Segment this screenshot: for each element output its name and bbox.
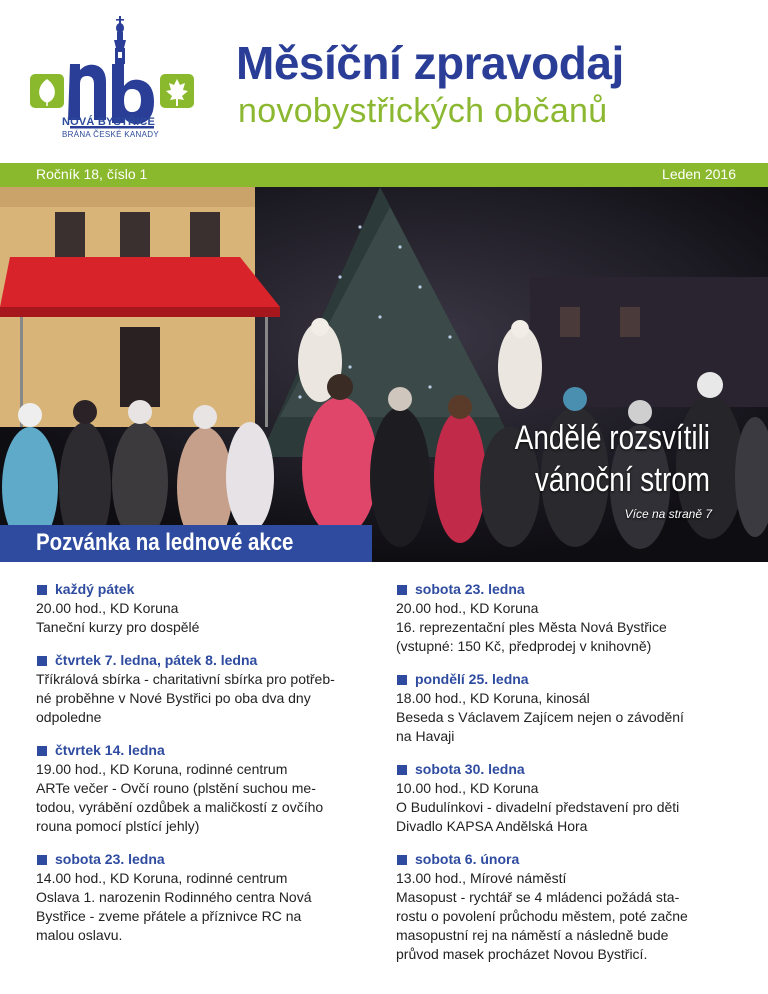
bullet-square-icon [37, 855, 47, 865]
event-line: 19.00 hod., KD Koruna, rodinné centrum [36, 761, 288, 777]
event-line: rostu o povolení průchodu městem, poté začne [396, 908, 688, 924]
church-tower-icon [114, 16, 126, 64]
event-line: rouna pomocí plstící jehly) [36, 818, 200, 834]
bullet-square-icon [397, 855, 407, 865]
event-line: 20.00 hod., KD Koruna [396, 600, 539, 616]
event-line: Taneční kurzy pro dospělé [36, 619, 200, 635]
event-line: 14.00 hod., KD Koruna, rodinné centrum [36, 870, 288, 886]
cover-headline-line1: Andělé rozsvítili [514, 419, 710, 457]
event-date: sobota 23. ledna [415, 581, 525, 597]
event-line: odpoledne [36, 709, 102, 725]
event-item [36, 850, 384, 945]
bullet-square-icon [397, 675, 407, 685]
event-item [396, 760, 744, 836]
events-column-left [36, 580, 384, 959]
bullet-square-icon [37, 585, 47, 595]
event-date: každý pátek [55, 581, 135, 597]
newsletter-title: Měsíční zpravodaj [236, 37, 624, 89]
event-item [396, 670, 744, 746]
event-line: Oslava 1. narozenin Rodinného centra Nová [36, 889, 312, 905]
event-line: Bystřice - zveme přátele a příznivce RC na [36, 908, 302, 924]
event-item [36, 741, 384, 836]
bullet-square-icon [37, 746, 47, 756]
event-line: 10.00 hod., KD Koruna [396, 780, 539, 796]
event-line: O Budulínkovi - divadelní představení pro děti [396, 799, 680, 815]
section-title-bar [0, 525, 372, 562]
event-line: Tříkrálová sbírka - charitativní sbírka pro potřeb- [36, 671, 335, 687]
bullet-square-icon [37, 656, 47, 666]
cover-photo [0, 187, 768, 562]
more-on-page-link[interactable]: Více na straně 7 [624, 507, 712, 521]
event-date: sobota 30. ledna [415, 761, 525, 777]
event-item [396, 580, 744, 656]
newsletter-subtitle: novobystřických občanů [238, 92, 608, 130]
event-line: masopustní rej na náměstí a následně bude [396, 927, 669, 943]
event-date: sobota 6. února [415, 851, 520, 867]
event-line: 13.00 hod., Mírové náměstí [396, 870, 567, 886]
event-line: 18.00 hod., KD Koruna, kinosál [396, 690, 590, 706]
event-item [396, 850, 744, 964]
event-line: todou, vyrábění ozdůbek a maličkostí z ovčího [36, 799, 324, 815]
event-line: (vstupné: 150 Kč, předprodej v knihovně) [396, 638, 652, 654]
event-date: sobota 23. ledna [55, 851, 165, 867]
masthead [0, 0, 768, 163]
event-date: pondělí 25. ledna [415, 671, 529, 687]
event-line: Beseda s Václavem Zajícem nejen o závodění [396, 709, 684, 725]
event-line: na Havaji [396, 728, 455, 744]
event-line: ARTe večer - Ovčí rouno (plstění suchou me- [36, 780, 316, 796]
town-logo [26, 14, 206, 149]
event-line: 20.00 hod., KD Koruna [36, 600, 179, 616]
cover-headline [464, 417, 710, 501]
bullet-square-icon [397, 585, 407, 595]
event-line: né proběhne v Nové Bystřici po oba dva dny [36, 690, 311, 706]
event-line: Divadlo KAPSA Andělská Hora [396, 818, 588, 834]
bullet-square-icon [397, 765, 407, 775]
event-line: 16. reprezentační ples Města Nová Bystřice [396, 619, 667, 635]
issue-date: Leden 2016 [662, 166, 736, 182]
event-item [36, 580, 384, 637]
issue-volume: Ročník 18, číslo 1 [36, 166, 148, 182]
events-column-right [396, 580, 744, 978]
cover-photo-illustration [0, 187, 768, 562]
event-date: čtvrtek 14. ledna [55, 742, 165, 758]
cover-headline-line2: vánoční strom [534, 461, 710, 499]
town-name: NOVÁ BYSTŘICE [62, 116, 156, 128]
event-line: Masopust - rychtář se 4 mládenci požádá sta- [396, 889, 680, 905]
section-title: Pozvánka na lednové akce [36, 529, 294, 556]
event-line: malou oslavu. [36, 927, 123, 943]
town-tagline: BRÁNA ČESKÉ KANADY [62, 130, 159, 139]
event-item [36, 651, 384, 727]
event-date: čtvrtek 7. ledna, pátek 8. ledna [55, 652, 258, 668]
event-line: průvod masek procházet Novou Bystřicí. [396, 946, 648, 962]
